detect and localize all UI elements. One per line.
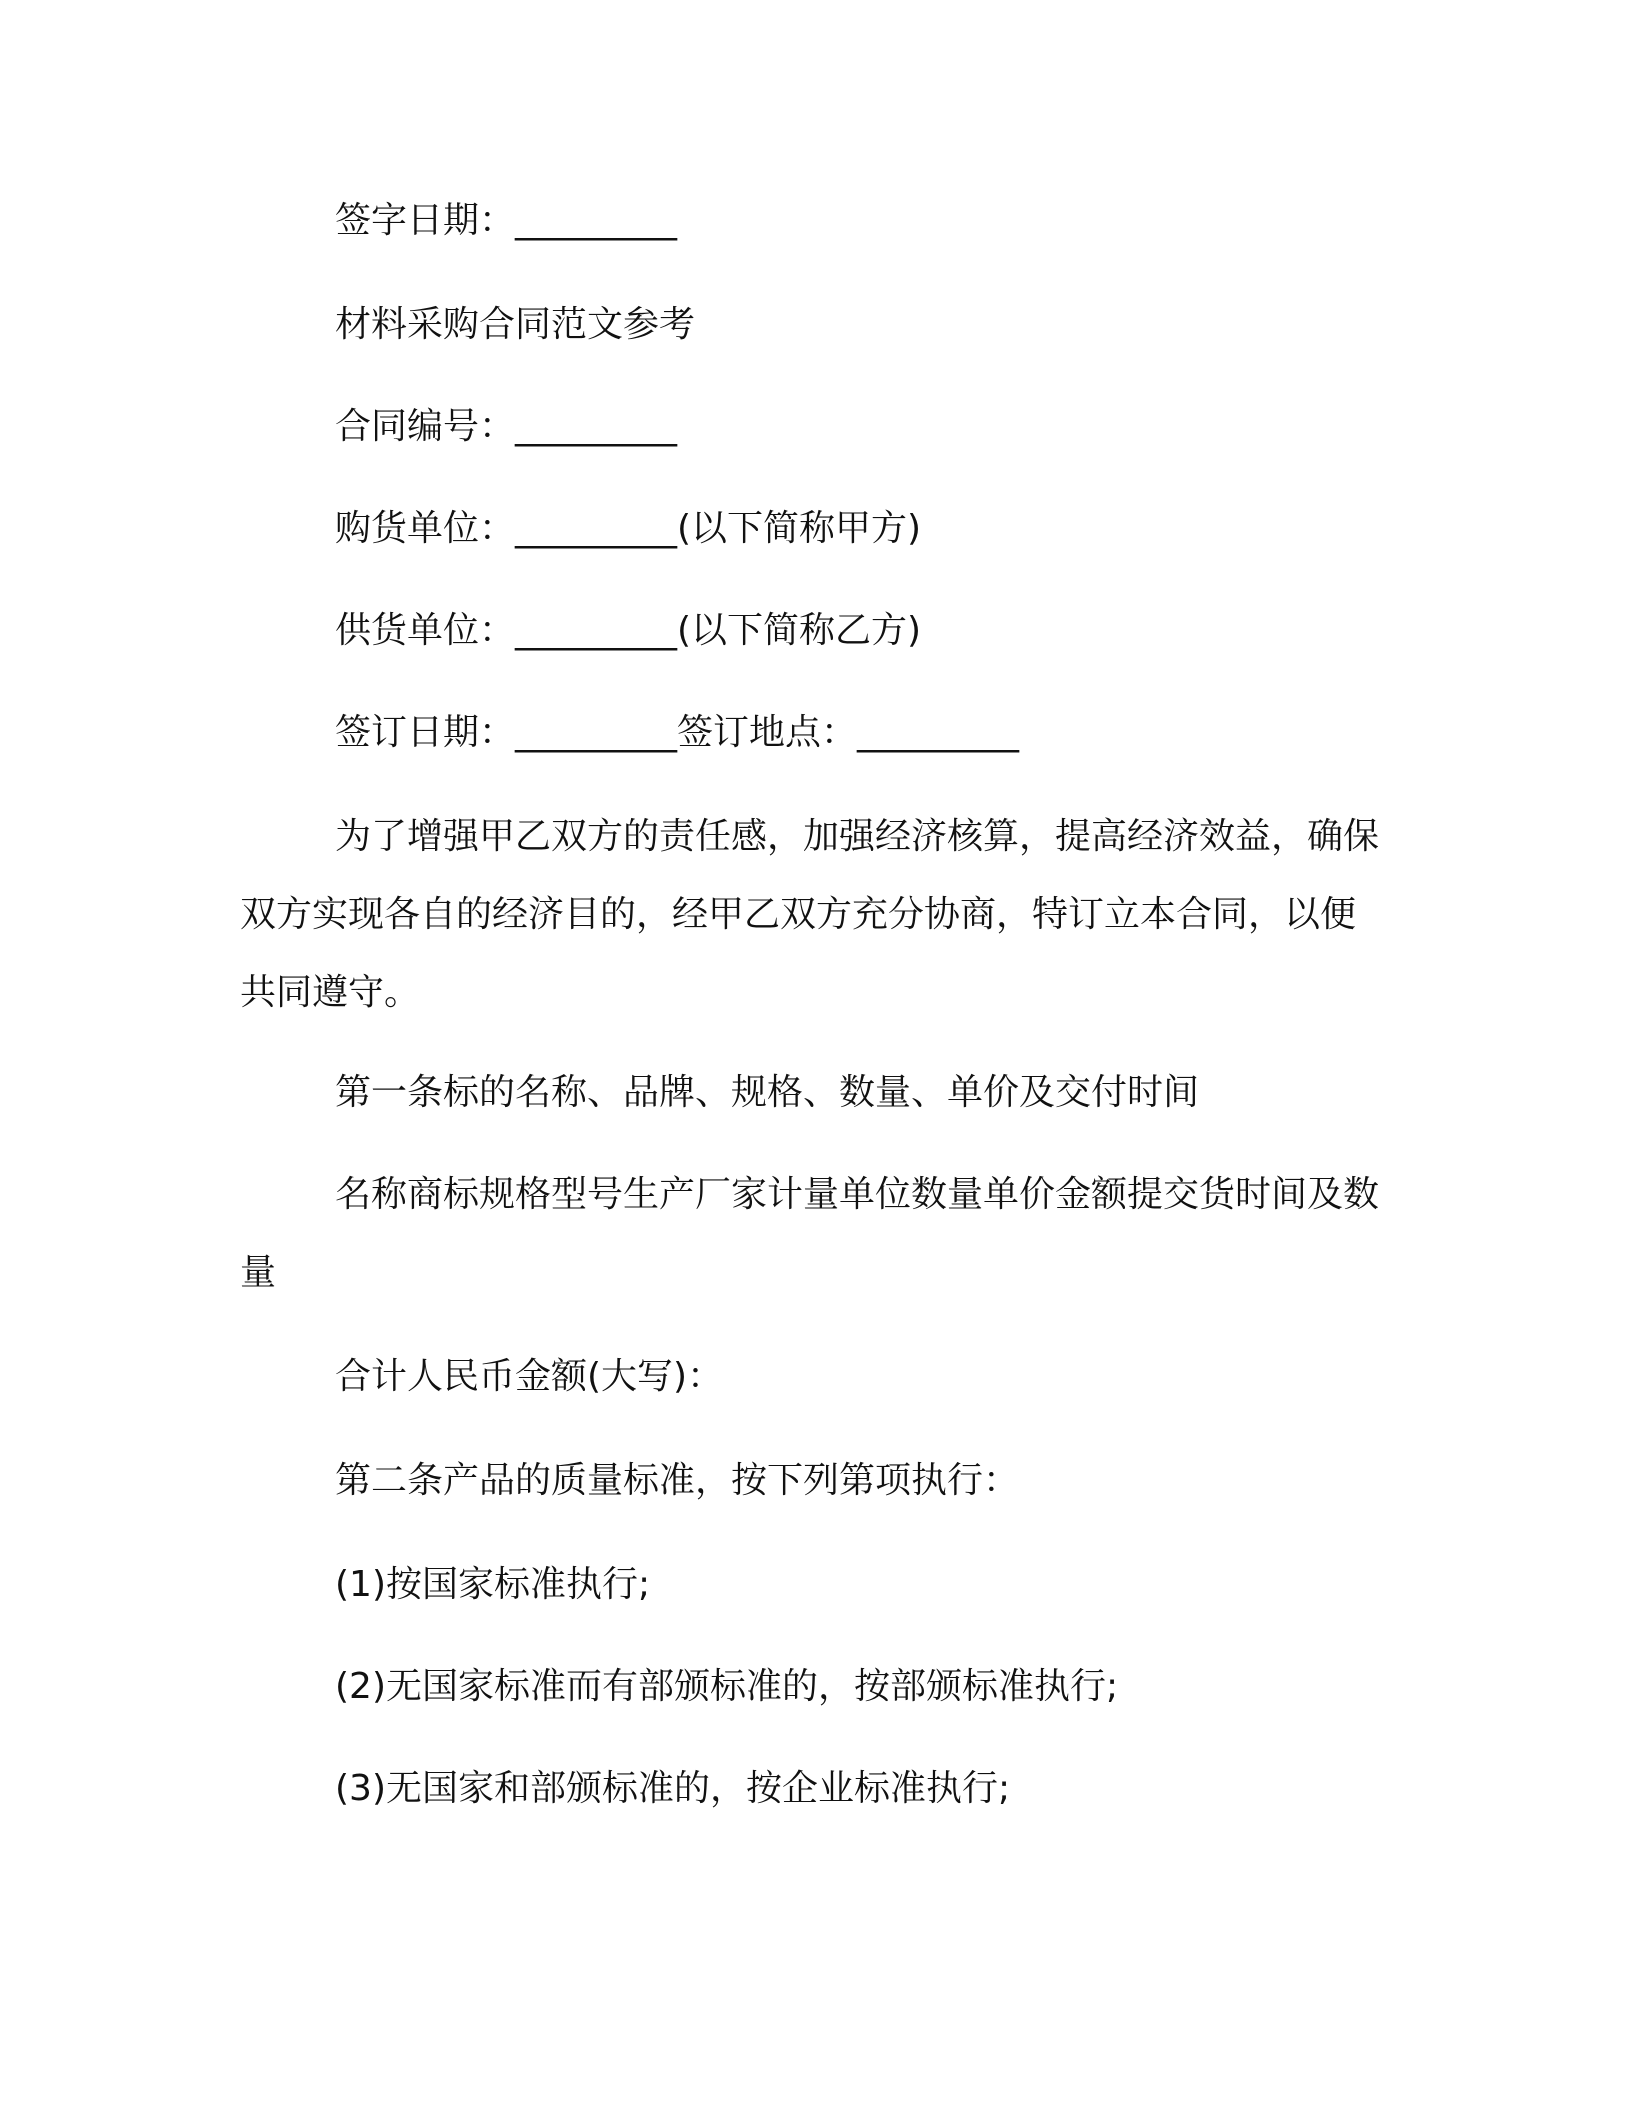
article-2-item: (3)无国家和部颁标准的，按企业标准执行; xyxy=(335,1768,1011,1809)
contract-number-line: 合同编号：_________ xyxy=(335,406,678,447)
article-1-title: 第一条标的名称、品牌、规格、数量、单价及交付时间 xyxy=(335,1072,1200,1113)
signing-date-place-line: 签订日期：_________签订地点：_________ xyxy=(335,712,1020,753)
intro-paragraph: 为了增强甲乙双方的责任感，加强经济核算，提高经济效益，确保双方实现各自的经济目的，经甲乙双方充分协商，特订立本合同，以便共同遵守。 xyxy=(240,816,1380,1013)
article-2-title: 第二条产品的质量标准，按下列第项执行： xyxy=(335,1460,1020,1501)
article-1-table-header: 名称商标规格型号生产厂家计量单位数量单价金额提交货时间及数量 xyxy=(240,1174,1380,1293)
article-2-item: (1)按国家标准执行; xyxy=(335,1564,651,1605)
total-amount-line: 合计人民币金额(大写)： xyxy=(335,1356,724,1397)
article-2-item: (2)无国家标准而有部颁标准的，按部颁标准执行; xyxy=(335,1666,1119,1707)
supplier-line: 供货单位：_________(以下简称乙方) xyxy=(335,610,922,651)
buyer-line: 购货单位：_________(以下简称甲方) xyxy=(335,508,922,549)
document-title: 材料采购合同范文参考 xyxy=(335,304,696,345)
signing-date-line: 签字日期：_________ xyxy=(335,200,678,241)
